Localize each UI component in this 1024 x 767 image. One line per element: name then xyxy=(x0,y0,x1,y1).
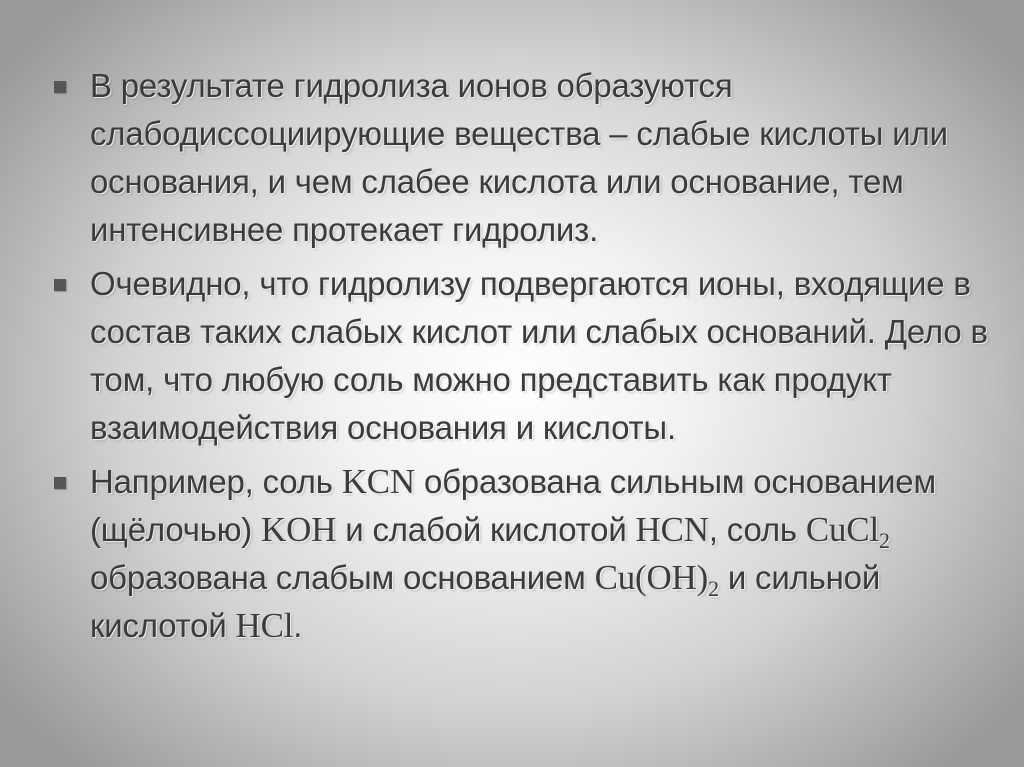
bullet-text: Очевидно, что гидролизу подвергаются ионы, входящие в состав таких слабых кислот или слабых оснований. Дело в том, что любую соль можно представить как продукт взаимодействия основания и кислоты. xyxy=(90,265,988,446)
formula-kcn: KCN xyxy=(341,462,415,501)
bullet-item-salt-example xyxy=(50,458,990,650)
text-fragment: Например, соль xyxy=(90,463,342,500)
bullet-item-hydrolysis-result xyxy=(50,62,990,254)
square-bullet-icon xyxy=(54,279,66,291)
text-fragment: . xyxy=(293,607,303,644)
text-fragment: и слабой кислотой xyxy=(336,511,636,548)
bullet-text: В результате гидролиза ионов образуются слабодиссоциирующие вещества – слабые кислоты или основания, и чем слабее кислота или основание, тем интенсивнее протекает гидролиз. xyxy=(90,67,948,248)
formula-koh: KOH xyxy=(261,510,337,549)
formula-subscript: 2 xyxy=(708,576,719,601)
bullet-text xyxy=(90,463,936,644)
formula-subscript: 2 xyxy=(879,528,890,553)
text-fragment: и сильной кислотой xyxy=(90,559,881,644)
text-fragment: образована слабым основанием xyxy=(90,559,595,596)
square-bullet-icon xyxy=(54,81,66,93)
formula-hcl: HCl xyxy=(235,606,294,645)
bullet-item-weak-acids-bases xyxy=(50,260,990,452)
bullet-list xyxy=(50,62,990,656)
text-fragment: , соль xyxy=(708,511,806,548)
formula-cucl2: CuCl xyxy=(805,510,880,549)
formula-hcn: HCN xyxy=(635,510,709,549)
text-fragment: образована сильным основанием (щёлочью) xyxy=(90,463,936,548)
formula-cu-oh-2: Cu(OH) xyxy=(594,558,709,597)
square-bullet-icon xyxy=(54,477,66,489)
